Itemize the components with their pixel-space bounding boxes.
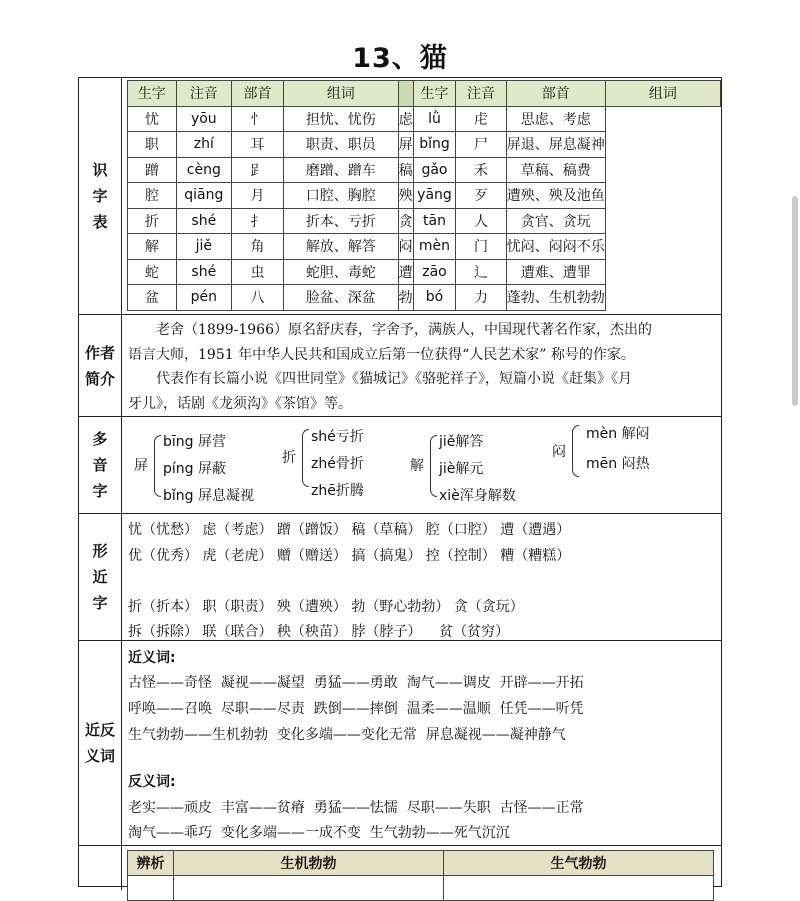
vocab-words: 解放、解答 (284, 234, 399, 260)
polyphone-char: 闷 (552, 444, 566, 460)
polyphone-reading: bīng 屏营 (163, 434, 226, 450)
vocab-radical: 尸 (456, 132, 506, 158)
vocab-words: 忧闷、闷闷不乐 (506, 234, 605, 260)
vocab-pinyin: bǐng (413, 132, 456, 158)
vocab-pinyin: shé (176, 208, 231, 234)
label-char: 字 (92, 187, 108, 205)
distinguish-col: 生气勃勃 (444, 851, 714, 876)
vocab-pinyin: yāng (413, 183, 456, 209)
distinguish-section (79, 845, 721, 890)
synonym-line: 呼唤——召唤 尽职——尽责 跌倒——摔倒 温柔——温顺 任凭——听凭 (128, 701, 584, 717)
vocab-radical: 辶 (456, 259, 506, 285)
brace (154, 435, 161, 497)
label-char: 义词 (84, 747, 115, 765)
vocab-row (128, 183, 721, 209)
page-title: 13、猫 (352, 43, 448, 74)
author-body (122, 315, 721, 416)
vocab-words: 遭殃、殃及池鱼 (506, 183, 605, 209)
label-char: 音 (92, 456, 108, 474)
col-header: 部首 (232, 81, 284, 107)
vocab-row (128, 285, 721, 311)
vocab-radical: 扌 (232, 208, 284, 234)
col-header: 组词 (605, 81, 720, 107)
vocab-pinyin: lǜ (413, 106, 456, 132)
brace (572, 425, 579, 477)
author-section (79, 314, 721, 416)
label-char: 作者 (84, 343, 115, 362)
distinguish-body (122, 846, 721, 890)
brace (430, 435, 437, 497)
vocab-row (128, 157, 721, 183)
polyphone-label (79, 417, 122, 513)
vocab-pinyin: shé (176, 259, 231, 285)
label-char: 表 (92, 213, 108, 231)
synant-body (122, 641, 721, 845)
vocab-words: 遭难、遭罪 (506, 259, 605, 285)
vocab-radical: 忄 (232, 106, 284, 132)
vocab-section (79, 78, 721, 314)
author-text: 代表作有长篇小说《四世同堂》《猫城记》《骆驼祥子》，短篇小说《赶集》《月 (156, 371, 632, 387)
vocab-pinyin: gǎo (413, 157, 456, 183)
vocab-pinyin: zāo (413, 259, 456, 285)
label-char: 近反 (84, 721, 115, 739)
polyphone-reading: xiè浑身解数 (439, 488, 516, 504)
vocab-header-row (128, 81, 721, 107)
vocab-row (128, 234, 721, 260)
antonym-line: 老实——顽皮 丰富——贫瘠 勇猛——怯懦 尽职——失职 古怪——正常 (128, 800, 584, 816)
vocab-char: 贪 (398, 208, 413, 234)
vocab-radical: 八 (232, 285, 284, 311)
author-text: 牙儿》，话剧《龙须沟》《茶馆》等。 (128, 395, 352, 412)
vocab-pinyin: pén (176, 285, 231, 311)
vocab-radical: 人 (456, 208, 506, 234)
distinguish-cell (174, 876, 444, 901)
vocab-words: 贪官、贪玩 (506, 208, 605, 234)
author-text: 语言大师，1951 年中华人民共和国成立后第一位获得“人民艺术家” 称号的作家。 (128, 346, 635, 363)
column-divider (398, 81, 413, 107)
similar-line: 拆（拆除） 联（联合） 秧（秧苗） 脖（脖子） 贫（贫穷） (128, 624, 510, 640)
vocab-pinyin: bó (413, 285, 456, 311)
vocab-words: 磨蹭、蹭车 (284, 157, 399, 183)
polyphone-reading: píng 屏蔽 (163, 461, 226, 477)
col-header: 生字 (128, 81, 177, 107)
vocab-char: 遭 (398, 259, 413, 285)
scrollbar[interactable] (792, 196, 798, 406)
synant-label (79, 641, 122, 845)
vocab-words: 折本、亏折 (284, 208, 399, 234)
vocab-pinyin: yōu (176, 106, 231, 132)
distinguish-cell (128, 876, 174, 901)
vocab-row (128, 132, 721, 158)
vocab-char: 腔 (128, 183, 177, 209)
vocab-row (128, 208, 721, 234)
vocab-radical: 歹 (456, 183, 506, 209)
col-header: 组词 (284, 81, 399, 107)
vocab-row (128, 259, 721, 285)
label-char: 近 (92, 568, 108, 586)
vocab-pinyin: mèn (413, 234, 456, 260)
vocab-radical: 禾 (456, 157, 506, 183)
vocab-pinyin: zhí (176, 132, 231, 158)
vocab-radical: 门 (456, 234, 506, 260)
vocab-char: 殃 (398, 183, 413, 209)
vocab-radical: 𧾷 (232, 157, 284, 183)
polyphone-reading: bǐng 屏息凝视 (163, 488, 254, 504)
vocab-row (128, 106, 721, 132)
vocab-radical: 虍 (456, 106, 506, 132)
polyphone-char: 解 (410, 458, 424, 474)
polyphone-reading: jiě解答 (439, 434, 484, 450)
polyphone-reading: mēn 闷热 (586, 456, 650, 472)
vocab-char: 虑 (398, 106, 413, 132)
vocab-radical: 月 (232, 183, 284, 209)
vocab-radical: 力 (456, 285, 506, 311)
vocab-char: 解 (128, 234, 177, 260)
similar-label (79, 514, 122, 640)
vocab-table (127, 80, 721, 311)
synonym-heading: 近义词: (128, 650, 176, 666)
vocab-char: 职 (128, 132, 177, 158)
label-char: 字 (92, 482, 108, 500)
label-char: 识 (92, 161, 108, 179)
similar-body (122, 514, 721, 640)
col-header: 注音 (176, 81, 231, 107)
similar-line: 优（优秀） 虎（老虎） 赠（赠送） 搞（搞鬼） 控（控制） 糟（糟糕） (128, 548, 571, 564)
vocab-words: 草稿、稿费 (506, 157, 605, 183)
polyphone-char: 屏 (134, 458, 148, 474)
polyphone-reading: zhé骨折 (311, 456, 364, 472)
polyphone-char: 折 (282, 450, 296, 466)
vocab-pinyin: tān (413, 208, 456, 234)
vocab-char: 盆 (128, 285, 177, 311)
vocab-words: 担忧、忧伤 (284, 106, 399, 132)
vocab-char: 折 (128, 208, 177, 234)
distinguish-head: 辨析 (128, 851, 174, 876)
polyphone-reading: jiè解元 (439, 461, 484, 477)
vocab-char: 屏 (398, 132, 413, 158)
vocab-body (122, 78, 721, 314)
vocab-label (79, 78, 122, 314)
vocab-pinyin: jiě (176, 234, 231, 260)
vocab-radical: 虫 (232, 259, 284, 285)
distinguish-col: 生机勃勃 (174, 851, 444, 876)
label-char: 多 (92, 430, 108, 448)
label-char: 简介 (84, 369, 115, 388)
vocab-char: 闷 (398, 234, 413, 260)
vocab-words: 思虑、考虑 (506, 106, 605, 132)
vocab-words: 口腔、胸腔 (284, 183, 399, 209)
vocab-radical: 耳 (232, 132, 284, 158)
similar-line: 忧（忧愁） 虑（考虑） 蹭（蹭饭） 稿（草稿） 腔（口腔） 遭（遭遇） (128, 522, 571, 538)
synonym-line: 生气勃勃——生机勃勃 变化多端——变化无常 屏息凝视——凝神静气 (128, 727, 566, 743)
vocab-pinyin: qiāng (176, 183, 231, 209)
polyphone-body (122, 417, 721, 513)
vocab-char: 蛇 (128, 259, 177, 285)
vocab-radical: 角 (232, 234, 284, 260)
polyphone-section (79, 416, 721, 513)
vocab-words: 职责、职员 (284, 132, 399, 158)
distinguish-table (127, 850, 714, 901)
col-header: 部首 (506, 81, 605, 107)
label-char: 字 (92, 594, 108, 612)
distinguish-label (79, 846, 122, 890)
distinguish-cell (444, 876, 714, 901)
label-char: 形 (92, 542, 108, 560)
polyphone-reading: shé亏折 (311, 429, 364, 445)
vocab-words: 屏退、屏息凝神 (506, 132, 605, 158)
vocab-pinyin: cèng (176, 157, 231, 183)
polyphone-reading: zhē折腾 (311, 483, 364, 499)
synonym-line: 古怪——奇怪 凝视——凝望 勇猛——勇敢 淘气——调皮 开辟——开拓 (128, 675, 584, 691)
vocab-char: 稿 (398, 157, 413, 183)
antonym-heading: 反义词: (128, 774, 176, 790)
col-header: 生字 (413, 81, 456, 107)
study-sheet (78, 77, 722, 887)
vocab-char: 蹭 (128, 157, 177, 183)
synant-section (79, 640, 721, 845)
vocab-char: 勃 (398, 285, 413, 311)
author-label (79, 315, 122, 416)
polyphone-reading: mèn 解闷 (586, 426, 650, 442)
col-header: 注音 (456, 81, 506, 107)
similar-line: 折（折本） 职（职责） 殃（遭殃） 勃（野心勃勃） 贪（贪玩） (128, 599, 524, 615)
vocab-words: 蛇胆、毒蛇 (284, 259, 399, 285)
antonym-line: 淘气——乖巧 变化多端——一成不变 生气勃勃——死气沉沉 (128, 825, 510, 841)
vocab-words: 脸盆、深盆 (284, 285, 399, 311)
similar-section (79, 513, 721, 640)
vocab-char: 忧 (128, 106, 177, 132)
brace (302, 429, 309, 487)
vocab-words: 蓬勃、生机勃勃 (506, 285, 605, 311)
author-text: 老舍（1899-1966）原名舒庆春，字舍予，满族人，中国现代著名作家，杰出的 (156, 322, 652, 338)
